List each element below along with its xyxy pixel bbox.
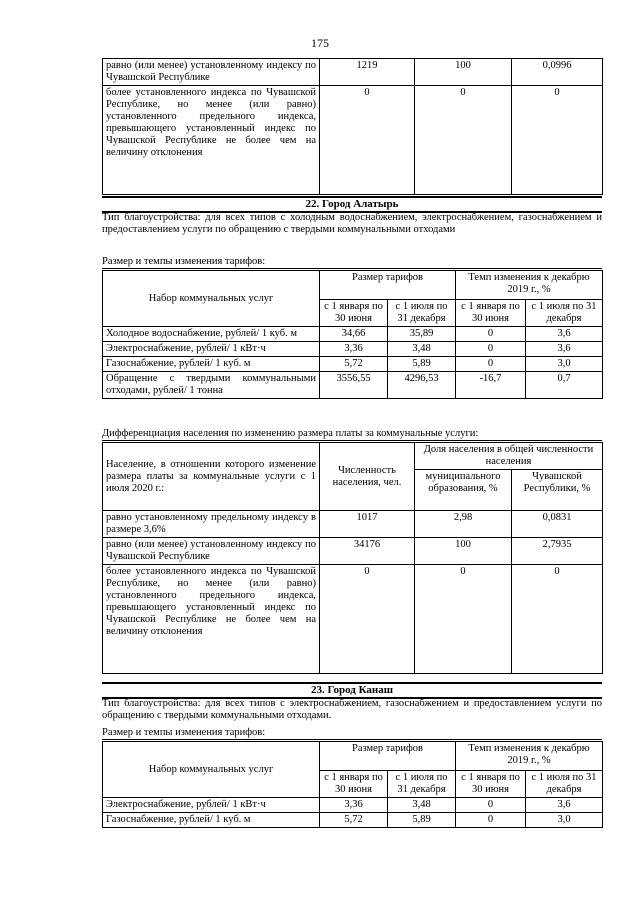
tariff-value: 4296,53	[388, 372, 456, 399]
population-count: 1017	[320, 511, 415, 538]
header-population-share: Доля населения в общей численности населения	[415, 443, 603, 470]
rate-value: 0,7	[526, 372, 603, 399]
table-row	[103, 813, 603, 828]
section-title-kanash: 23. Город Канаш	[102, 682, 602, 699]
municipal-share: 0	[415, 86, 512, 195]
service-name: Холодное водоснабжение, рублей/ 1 куб. м	[103, 327, 320, 342]
table-row	[103, 357, 603, 372]
row-label: равно (или менее) установленному индексу по Чувашской Республике	[103, 538, 320, 565]
tariff-value: 5,89	[388, 813, 456, 828]
municipal-share: 100	[415, 59, 512, 86]
table-row	[103, 798, 603, 813]
header-municipal: муниципального образования, %	[415, 470, 512, 511]
header-period: с 1 января по 30 июня	[456, 300, 526, 327]
tariff-value: 3556,55	[320, 372, 388, 399]
header-republic: Чувашской Республики, %	[512, 470, 603, 511]
table-row	[103, 511, 603, 538]
alatyr-population-table	[102, 442, 602, 674]
municipal-share: 2,98	[415, 511, 512, 538]
header-change-rate: Темп изменения к декабрю 2019 г., %	[456, 271, 603, 300]
kanash-description: Тип благоустройства: для всех типов с электроснабжением, газоснабжением и предоставлением услуги по обращению с твердыми коммунальными отходами.	[102, 698, 602, 721]
municipal-share: 0	[415, 565, 512, 674]
service-name: Обращение с твердыми коммунальными отходами, рублей/ 1 тонна	[103, 372, 320, 399]
table-row	[103, 372, 603, 399]
header-period: с 1 июля по 31 декабря	[388, 300, 456, 327]
top-population-table	[102, 58, 602, 195]
rate-value: 3,0	[526, 357, 603, 372]
rate-value: 0	[456, 357, 526, 372]
alatyr-tariff-table	[102, 270, 602, 399]
tariff-value: 3,48	[388, 798, 456, 813]
republic-share: 0,0831	[512, 511, 603, 538]
table-header-row	[103, 271, 603, 300]
header-population-count: Численность населения, чел.	[320, 443, 415, 511]
kanash-tariff-table	[102, 741, 602, 828]
section-title-alatyr: 22. Город Алатырь	[102, 196, 602, 213]
tariff-value: 5,72	[320, 357, 388, 372]
service-name: Электроснабжение, рублей/ 1 кВт·ч	[103, 798, 320, 813]
header-period: с 1 июля по 31 декабря	[388, 771, 456, 798]
table-header-row	[103, 742, 603, 771]
header-tariff-size: Размер тарифов	[320, 742, 456, 771]
table-header-row	[103, 443, 603, 470]
table-row	[103, 565, 603, 674]
tariff-value: 3,48	[388, 342, 456, 357]
table-row	[103, 86, 603, 195]
table-row	[103, 342, 603, 357]
population-count: 1219	[320, 59, 415, 86]
kanash-tariffs-caption: Размер и темпы изменения тарифов:	[102, 727, 602, 740]
header-period: с 1 января по 30 июня	[320, 300, 388, 327]
alatyr-diff-caption: Дифференциация населения по изменению размера платы за коммунальные услуги:	[102, 428, 602, 441]
rate-value: 3,6	[526, 342, 603, 357]
row-label: более установленного индекса по Чувашской Республике, но менее (или равно) установленного предельного индекса, превышающего установленный индекс по Чувашской Республике не более чем на величину отклонения	[103, 86, 320, 195]
tariff-value: 5,89	[388, 357, 456, 372]
row-label: более установленного индекса по Чувашской Республике, но менее (или равно) установленного предельного индекса, превышающего установленный индекс по Чувашской Республике не более чем на величину отклонения	[103, 565, 320, 674]
rate-value: 3,0	[526, 813, 603, 828]
rate-value: 0	[456, 798, 526, 813]
tariff-value: 3,36	[320, 342, 388, 357]
alatyr-description: Тип благоустройства: для всех типов с холодным водоснабжением, электроснабжением, газоснабжением и предоставлением услуги по обращению с твердыми коммунальными отходами	[102, 212, 602, 235]
rate-value: 0	[456, 342, 526, 357]
population-count: 0	[320, 565, 415, 674]
header-service: Набор коммунальных услуг	[103, 742, 320, 798]
rate-value: -16,7	[456, 372, 526, 399]
header-population: Население, в отношении которого изменение размера платы за коммунальные услуги с 1 июля 2020 г.:	[103, 443, 320, 511]
row-label: равно установленному предельному индексу в размере 3,6%	[103, 511, 320, 538]
republic-share: 0,0996	[512, 59, 603, 86]
table-row	[103, 538, 603, 565]
republic-share: 0	[512, 86, 603, 195]
tariff-value: 35,89	[388, 327, 456, 342]
municipal-share: 100	[415, 538, 512, 565]
tariff-value: 3,36	[320, 798, 388, 813]
header-period: с 1 июля по 31 декабря	[526, 300, 603, 327]
header-period: с 1 июля по 31 декабря	[526, 771, 603, 798]
republic-share: 0	[512, 565, 603, 674]
rate-value: 3,6	[526, 798, 603, 813]
header-service: Набор коммунальных услуг	[103, 271, 320, 327]
tariff-value: 5,72	[320, 813, 388, 828]
service-name: Газоснабжение, рублей/ 1 куб. м	[103, 813, 320, 828]
rate-value: 3,6	[526, 327, 603, 342]
rate-value: 0	[456, 327, 526, 342]
header-period: с 1 января по 30 июня	[456, 771, 526, 798]
population-count: 34176	[320, 538, 415, 565]
table-row	[103, 59, 603, 86]
header-period: с 1 января по 30 июня	[320, 771, 388, 798]
header-change-rate: Темп изменения к декабрю 2019 г., %	[456, 742, 603, 771]
alatyr-tariffs-caption: Размер и темпы изменения тарифов:	[102, 256, 602, 269]
republic-share: 2,7935	[512, 538, 603, 565]
page-number: 175	[311, 36, 329, 50]
population-count: 0	[320, 86, 415, 195]
row-label: равно (или менее) установленному индексу по Чувашской Республике	[103, 59, 320, 86]
tariff-value: 34,66	[320, 327, 388, 342]
service-name: Газоснабжение, рублей/ 1 куб. м	[103, 357, 320, 372]
table-row	[103, 327, 603, 342]
rate-value: 0	[456, 813, 526, 828]
service-name: Электроснабжение, рублей/ 1 кВт·ч	[103, 342, 320, 357]
header-tariff-size: Размер тарифов	[320, 271, 456, 300]
